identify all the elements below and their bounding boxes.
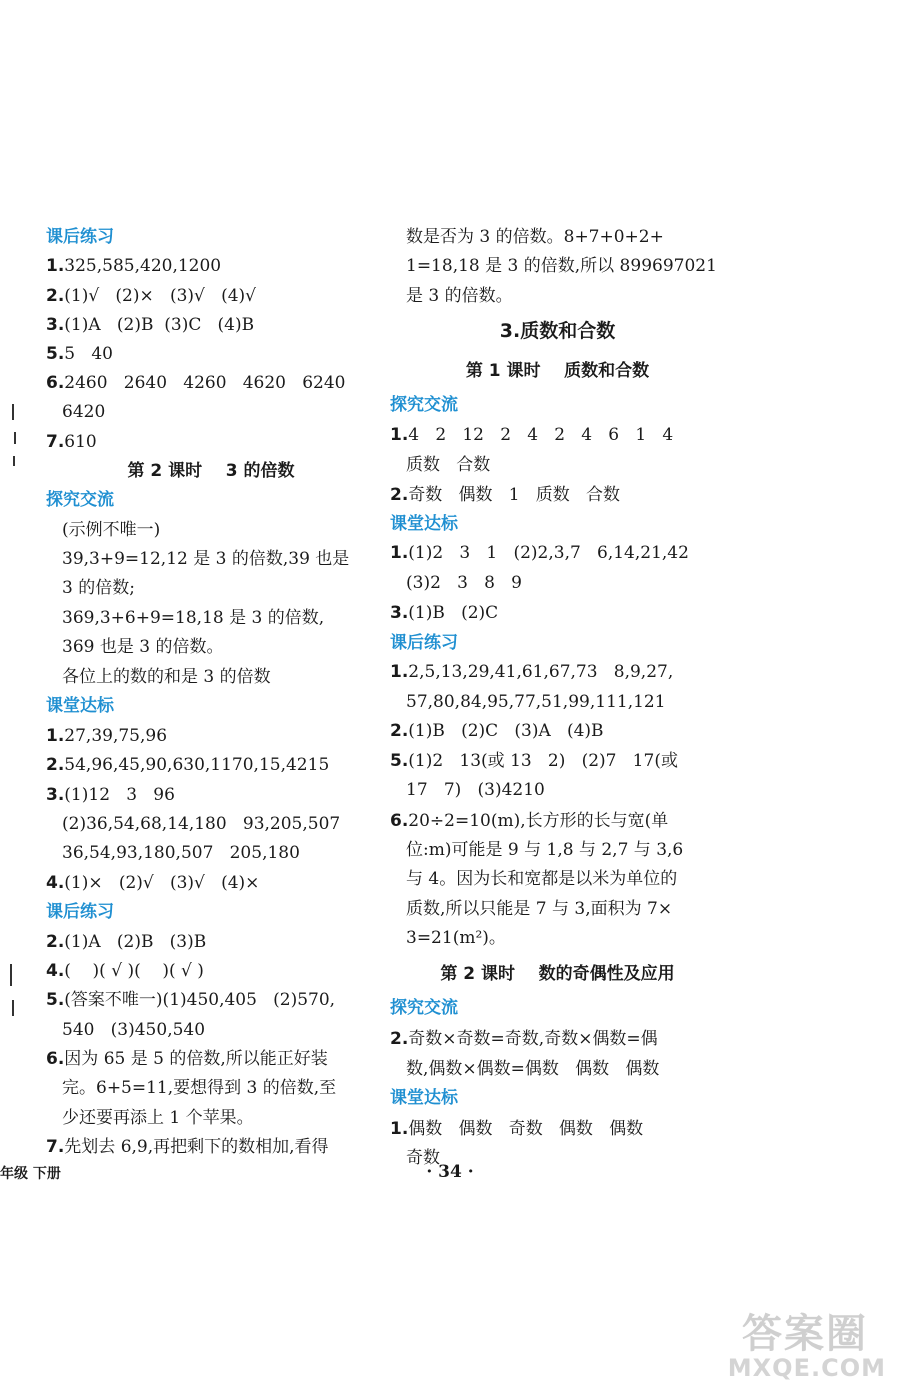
answer-item — [46, 784, 175, 806]
item-text: ( )( √ )( )( √ ) — [64, 961, 204, 981]
item-text: (答案不唯一)(1)450,405 (2)570, — [64, 990, 336, 1010]
item-number: 3. — [46, 785, 65, 805]
answer-item — [390, 810, 668, 832]
item-text: 325,585,420,1200 — [64, 256, 222, 276]
section-heading — [390, 997, 458, 1019]
scan-mark — [14, 432, 16, 444]
section-heading-text: 课后练习 — [390, 633, 458, 653]
item-text: (1)2 13(或 13 2) (2)7 17(或 — [408, 751, 678, 771]
item-number: 5. — [390, 751, 409, 771]
item-text: (1)B (2)C — [408, 603, 499, 623]
answer-item — [390, 602, 498, 624]
item-number: 4. — [46, 873, 65, 893]
item-text: 2,5,13,29,41,61,67,73 8,9,27, — [408, 662, 674, 682]
continuation-text: 各位上的数的和是 3 的倍数 — [62, 667, 271, 687]
continuation-text: (示例不唯一) — [62, 520, 161, 540]
item-text: (1)12 3 96 — [64, 785, 175, 805]
item-number: 1. — [46, 256, 65, 276]
answer-continuation — [62, 1107, 254, 1129]
answer-item — [390, 424, 673, 446]
section-heading — [46, 901, 114, 923]
item-text: (1)√ (2)× (3)√ (4)√ — [64, 286, 256, 306]
answer-item — [46, 754, 329, 776]
answer-item — [46, 1136, 329, 1158]
answer-continuation — [406, 454, 490, 476]
item-number: 2. — [390, 485, 409, 505]
item-text: 5 40 — [64, 344, 113, 364]
answer-item — [46, 960, 204, 982]
answer-continuation — [62, 813, 340, 835]
continuation-text: 是 3 的倍数。 — [406, 286, 513, 306]
continuation-text: 与 4。因为长和宽都是以米为单位的 — [406, 869, 678, 889]
answer-item — [390, 1118, 643, 1140]
lesson-title — [390, 963, 725, 985]
continuation-text: 540 (3)450,540 — [62, 1020, 206, 1040]
item-text: (1)A (2)B (3)C (4)B — [64, 315, 255, 335]
answer-item — [46, 372, 345, 394]
answer-continuation — [62, 577, 135, 599]
item-text: 奇数 偶数 1 质数 合数 — [408, 485, 620, 505]
item-number: 3. — [46, 315, 65, 335]
item-text: 因为 65 是 5 的倍数,所以能正好装 — [64, 1049, 328, 1069]
item-number: 1. — [390, 543, 409, 563]
item-number: 5. — [46, 990, 65, 1010]
item-number: 2. — [46, 755, 65, 775]
answer-continuation — [62, 401, 105, 423]
section-heading-text: 探究交流 — [390, 395, 458, 415]
item-text: 偶数 偶数 奇数 偶数 偶数 — [408, 1119, 644, 1139]
answer-item — [390, 661, 673, 683]
item-number: 5. — [46, 344, 65, 364]
continuation-text: 3=21(m²)。 — [406, 928, 506, 948]
continuation-text: (3)2 3 8 9 — [406, 573, 522, 593]
section-heading — [46, 695, 114, 717]
section-heading-text: 课后练习 — [46, 902, 114, 922]
continuation-text: 57,80,84,95,77,51,99,111,121 — [406, 692, 666, 712]
section-heading-text: 探究交流 — [46, 490, 114, 510]
item-number: 2. — [46, 286, 65, 306]
answer-continuation — [406, 226, 664, 248]
continuation-text: 奇数 — [406, 1148, 440, 1168]
item-text: 奇数×奇数=奇数,奇数×偶数=偶 — [408, 1029, 658, 1049]
answer-continuation — [62, 1077, 336, 1099]
answer-continuation — [406, 691, 666, 713]
answer-continuation — [62, 666, 271, 688]
scan-mark — [12, 404, 14, 420]
item-text: 54,96,45,90,630,1170,15,4215 — [64, 755, 330, 775]
section-heading — [390, 513, 458, 535]
continuation-text: 369,3+6+9=18,18 是 3 的倍数, — [62, 608, 325, 628]
continuation-text: 数,偶数×偶数=偶数 偶数 偶数 — [406, 1059, 660, 1079]
item-text: 4 2 12 2 4 2 4 6 1 4 — [408, 425, 674, 445]
lesson-title — [46, 460, 376, 482]
item-text: (1)× (2)√ (3)√ (4)× — [64, 873, 260, 893]
item-number: 2. — [390, 721, 409, 741]
item-text: 2460 2640 4260 4620 6240 — [64, 373, 346, 393]
watermark-bottom-text: MXQE.COM — [727, 1354, 886, 1382]
item-number: 1. — [390, 1119, 409, 1139]
item-number: 4. — [46, 961, 65, 981]
continuation-text: 数是否为 3 的倍数。8+7+0+2+ — [406, 227, 664, 247]
continuation-text: 39,3+9=12,12 是 3 的倍数,39 也是 — [62, 549, 350, 569]
item-text: (1)A (2)B (3)B — [64, 932, 207, 952]
item-number: 2. — [46, 932, 65, 952]
continuation-text: 3 的倍数; — [62, 578, 135, 598]
page-number: · 34 · — [426, 1162, 474, 1182]
answer-item — [46, 725, 167, 747]
continuation-text: 质数 合数 — [406, 455, 491, 475]
lesson-title-text: 第 2 课时 数的奇偶性及应用 — [440, 964, 675, 984]
answer-continuation — [406, 285, 513, 307]
continuation-text: 完。6+5=11,要想得到 3 的倍数,至 — [62, 1078, 337, 1098]
answer-item — [46, 255, 221, 277]
continuation-text: 位:m)可能是 9 与 1,8 与 2,7 与 3,6 — [406, 840, 684, 860]
answer-item — [46, 989, 335, 1011]
scan-mark — [10, 964, 12, 986]
answer-continuation — [406, 572, 522, 594]
scan-mark — [12, 1000, 14, 1016]
footer-grade-label: 年级 下册 — [0, 1166, 61, 1182]
watermark-top-text: 答案圈 — [742, 1311, 868, 1357]
answer-item — [46, 285, 256, 307]
answer-item — [390, 720, 604, 742]
chapter-title-text: 3.质数和合数 — [499, 320, 616, 342]
item-text: (1)2 3 1 (2)2,3,7 6,14,21,42 — [408, 543, 689, 563]
item-number: 3. — [390, 603, 409, 623]
answer-continuation — [406, 779, 545, 801]
section-heading-text: 课堂达标 — [46, 696, 114, 716]
section-heading-text: 课堂达标 — [390, 514, 458, 534]
section-heading — [390, 1087, 458, 1109]
lesson-title-text: 第 1 课时 质数和合数 — [465, 361, 650, 381]
answer-item — [46, 314, 254, 336]
item-number: 7. — [46, 1137, 65, 1157]
item-number: 2. — [390, 1029, 409, 1049]
answer-continuation — [62, 548, 349, 570]
section-heading — [390, 632, 458, 654]
answer-continuation — [406, 898, 672, 920]
continuation-text: 少还要再添上 1 个苹果。 — [62, 1108, 254, 1128]
item-number: 7. — [46, 432, 65, 452]
answer-item — [46, 1048, 328, 1070]
section-heading — [46, 489, 114, 511]
answer-continuation — [406, 255, 717, 277]
answer-continuation — [62, 1019, 205, 1041]
watermark-logo — [700, 1302, 890, 1382]
item-text: (1)B (2)C (3)A (4)B — [408, 721, 604, 741]
section-heading-text: 探究交流 — [390, 998, 458, 1018]
continuation-text: 17 7) (3)4210 — [406, 780, 545, 800]
answer-continuation — [62, 842, 300, 864]
item-text: 20÷2=10(m),长方形的长与宽(单 — [408, 811, 669, 831]
section-heading — [46, 226, 114, 248]
continuation-text: 36,54,93,180,507 205,180 — [62, 843, 300, 863]
answer-item — [390, 484, 620, 506]
continuation-text: 1=18,18 是 3 的倍数,所以 899697021 — [406, 256, 717, 276]
item-number: 6. — [46, 373, 65, 393]
answer-continuation — [406, 1058, 659, 1080]
continuation-text: 369 也是 3 的倍数。 — [62, 637, 224, 657]
answer-continuation — [406, 839, 683, 861]
item-number: 1. — [390, 425, 409, 445]
answer-item — [46, 343, 113, 365]
item-number: 1. — [390, 662, 409, 682]
item-text: 先划去 6,9,再把剩下的数相加,看得 — [64, 1137, 329, 1157]
answer-item — [46, 431, 97, 453]
answer-item — [390, 542, 689, 564]
section-heading-text: 课堂达标 — [390, 1088, 458, 1108]
answer-continuation — [406, 927, 506, 949]
section-heading — [390, 394, 458, 416]
lesson-title — [390, 360, 725, 382]
item-number: 6. — [46, 1049, 65, 1069]
continuation-text: 6420 — [62, 402, 106, 422]
answer-item — [46, 931, 206, 953]
answer-item — [390, 750, 678, 772]
section-heading-text: 课后练习 — [46, 227, 114, 247]
answer-continuation — [62, 519, 160, 541]
item-text: 27,39,75,96 — [64, 726, 168, 746]
answer-item — [46, 872, 259, 894]
scan-mark — [13, 456, 15, 466]
answer-item — [390, 1028, 658, 1050]
chapter-title — [390, 320, 725, 342]
answer-continuation — [62, 636, 223, 658]
lesson-title-text: 第 2 课时 3 的倍数 — [127, 461, 295, 481]
answer-continuation — [406, 868, 677, 890]
item-text: 610 — [64, 432, 97, 452]
item-number: 6. — [390, 811, 409, 831]
continuation-text: 质数,所以只能是 7 与 3,面积为 7× — [406, 899, 673, 919]
continuation-text: (2)36,54,68,14,180 93,205,507 — [62, 814, 341, 834]
item-number: 1. — [46, 726, 65, 746]
answer-continuation — [62, 607, 324, 629]
